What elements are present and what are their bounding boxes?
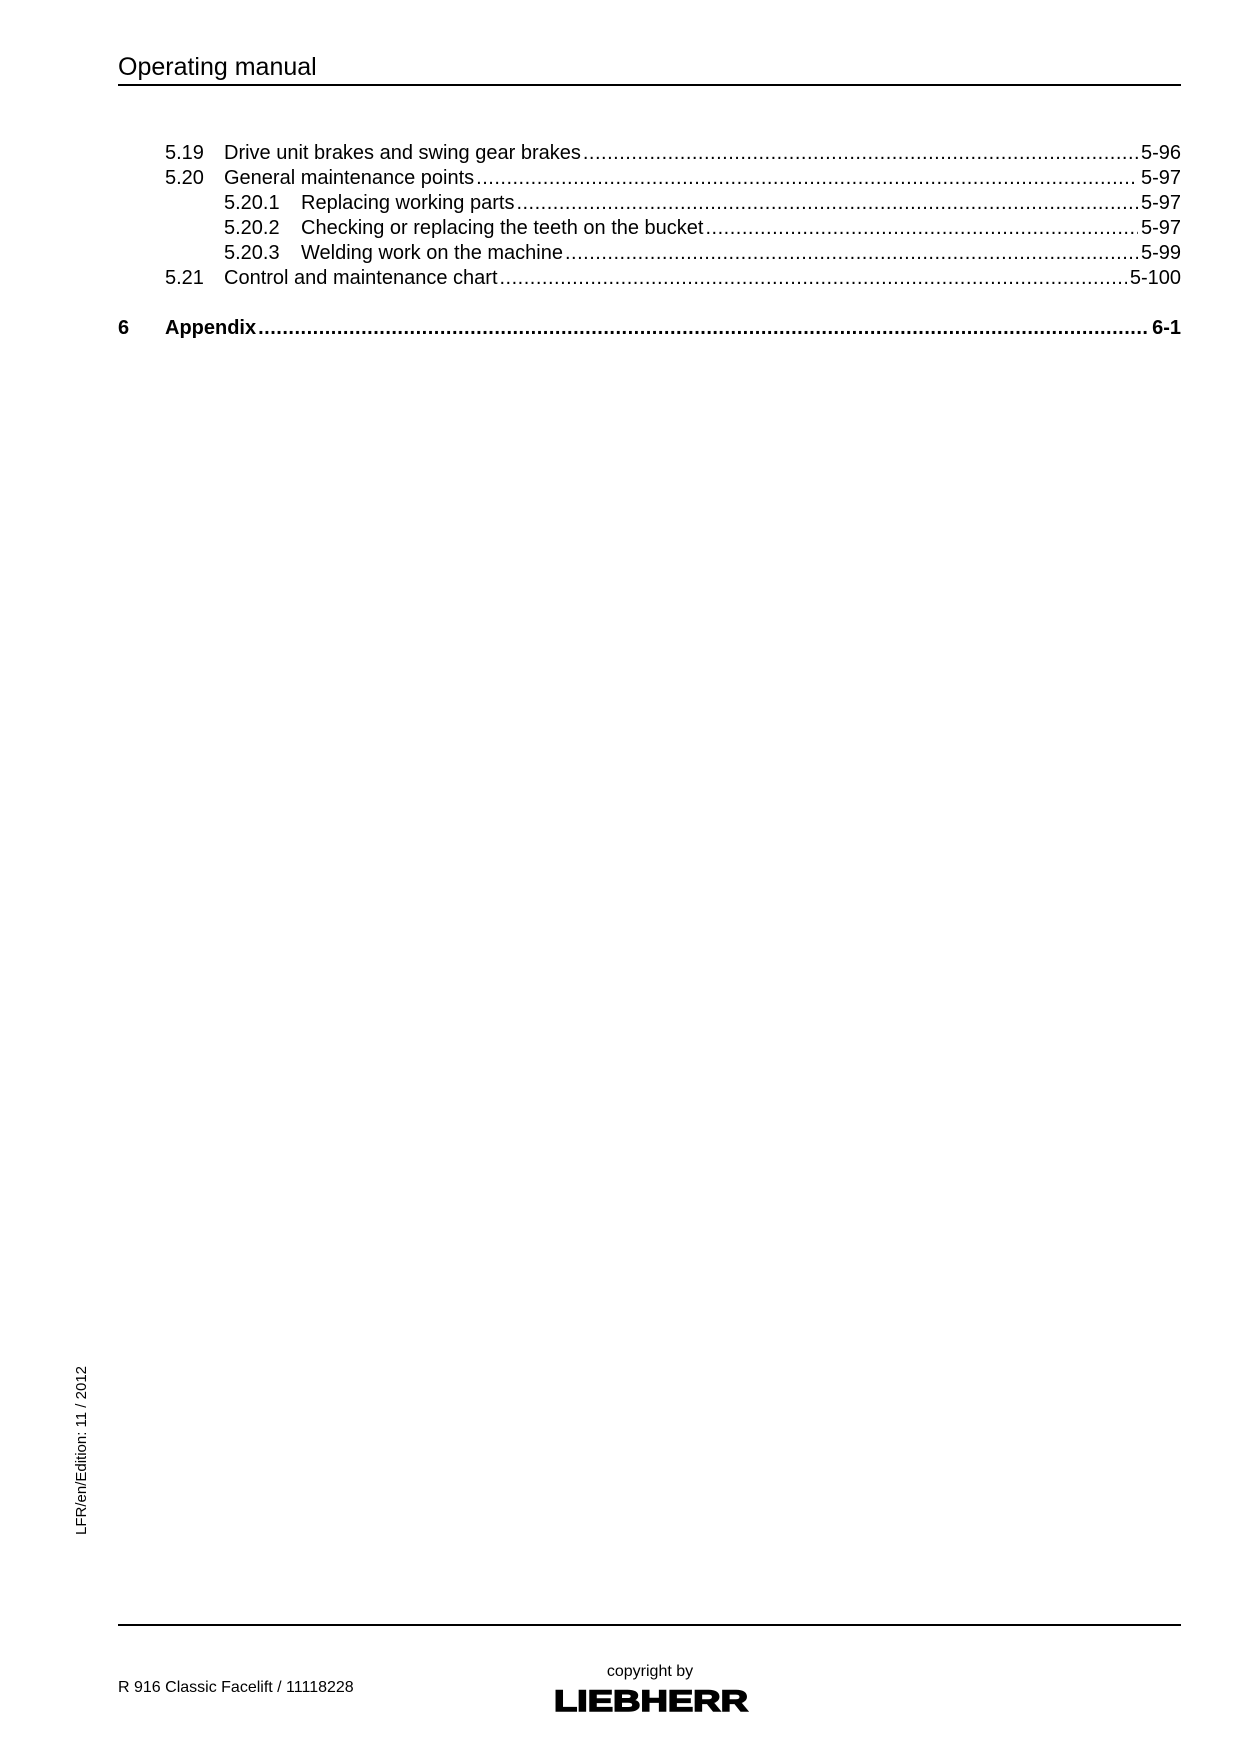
toc-entry[interactable] <box>224 191 1181 216</box>
toc-entry[interactable] <box>224 241 1181 266</box>
toc-entry-number: 5.20.2 <box>224 217 280 239</box>
toc-entry-number: 5.20.3 <box>224 242 280 264</box>
page-header-title: Operating manual <box>118 53 317 81</box>
toc-entry-page: 6-1 <box>1152 317 1181 339</box>
toc-leader-dots <box>583 141 1138 166</box>
table-of-contents <box>0 0 1240 360</box>
toc-entry[interactable] <box>118 316 1181 341</box>
toc-entry-title: Appendix <box>165 317 257 339</box>
toc-entry-page: 5-97 <box>1140 192 1181 214</box>
toc-entry[interactable] <box>165 141 1181 166</box>
toc-entry[interactable] <box>165 166 1181 191</box>
toc-entry-page: 5-100 <box>1129 267 1181 289</box>
toc-entry[interactable] <box>224 216 1181 241</box>
footer-copyright-text: copyright by <box>606 1663 694 1680</box>
toc-entry[interactable] <box>165 266 1181 291</box>
toc-entry-title: Replacing working parts <box>301 192 515 214</box>
toc-leader-dots <box>476 166 1138 191</box>
toc-entry-number: 5.20 <box>165 167 204 189</box>
toc-leader-dots <box>258 316 1149 341</box>
toc-entry-title: Control and maintenance chart <box>224 267 498 289</box>
toc-entry-title: Drive unit brakes and swing gear brakes <box>224 142 581 164</box>
toc-entry-page: 5-99 <box>1140 242 1181 264</box>
liebherr-logo-text: LIEBHERR <box>554 1686 749 1714</box>
toc-entry-number: 5.20.1 <box>224 192 280 214</box>
toc-entry-page: 5-97 <box>1140 217 1181 239</box>
toc-entry-page: 5-96 <box>1140 142 1181 164</box>
liebherr-logo-icon <box>553 1686 749 1714</box>
toc-leader-dots <box>500 266 1127 291</box>
toc-entry-number: 5.21 <box>165 267 204 289</box>
toc-entry-number: 5.19 <box>165 142 204 164</box>
toc-entry-title: Checking or replacing the teeth on the bucket <box>301 217 704 239</box>
edition-side-note: LFR/en/Edition: 11 / 2012 <box>73 1366 90 1535</box>
toc-leader-dots <box>705 216 1137 241</box>
toc-leader-dots <box>565 241 1138 266</box>
toc-entry-title: General maintenance points <box>224 167 475 189</box>
toc-entry-page: 5-97 <box>1140 167 1181 189</box>
toc-leader-dots <box>516 191 1138 216</box>
footer-divider <box>118 1624 1181 1626</box>
footer-document-id: R 916 Classic Facelift / 11118228 <box>118 1679 354 1696</box>
toc-entry-title: Welding work on the machine <box>301 242 563 264</box>
toc-entry-number: 6 <box>118 317 130 339</box>
